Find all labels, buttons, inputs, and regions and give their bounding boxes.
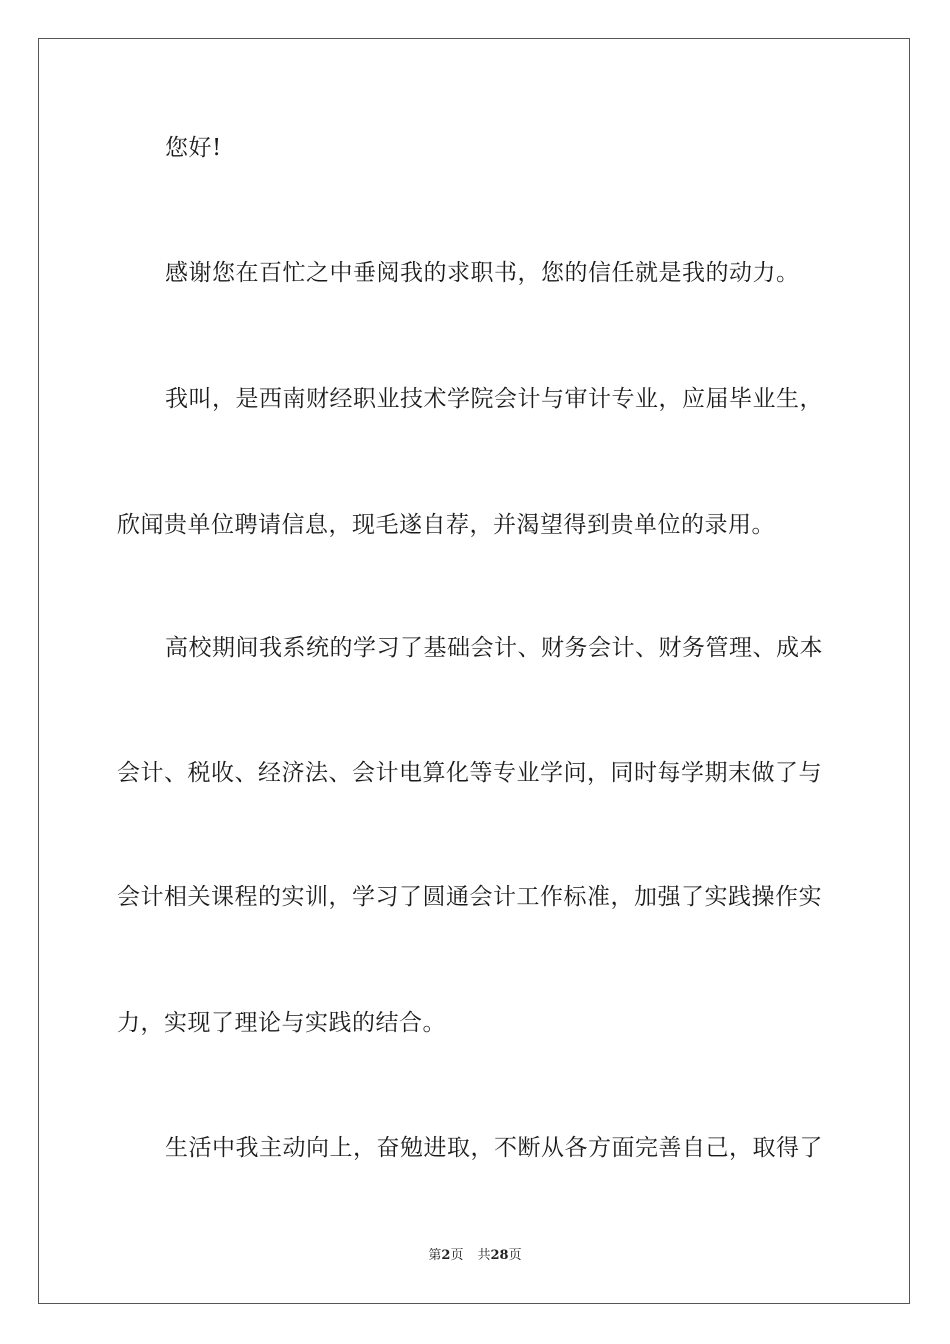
total-pages: 28: [490, 1248, 509, 1263]
paragraph-line: 会计、税收、经济法、会计电算化等专业学问，同时每学期末做了与: [117, 760, 822, 786]
paragraph-line: 生活中我主动向上，奋勉进取，不断从各方面完善自己，取得了: [165, 1135, 823, 1161]
paragraph-line: 感谢您在百忙之中垂阅我的求职书，您的信任就是我的动力。: [165, 260, 800, 286]
paragraph-line: 会计相关课程的实训，学习了圆通会计工作标准，加强了实践操作实: [117, 884, 822, 910]
total-suffix: 页: [508, 1248, 522, 1263]
page-prefix: 第: [428, 1248, 442, 1263]
page-footer: [0, 1248, 950, 1264]
page-number: 2: [441, 1248, 451, 1263]
paragraph-line: 欣闻贵单位聘请信息，现毛遂自荐，并渴望得到贵单位的录用。: [117, 512, 775, 538]
paragraph-line: 我叫，是西南财经职业技术学院会计与审计专业，应届毕业生，: [165, 386, 823, 412]
paragraph-line: 高校期间我系统的学习了基础会计、财务会计、财务管理、成本: [165, 635, 823, 661]
greeting-line: 您好!: [165, 135, 222, 161]
page-suffix: 页: [450, 1248, 464, 1263]
total-prefix: 共: [477, 1248, 491, 1263]
paragraph-line: 力，实现了理论与实践的结合。: [117, 1010, 446, 1036]
page-frame: [38, 38, 910, 1304]
